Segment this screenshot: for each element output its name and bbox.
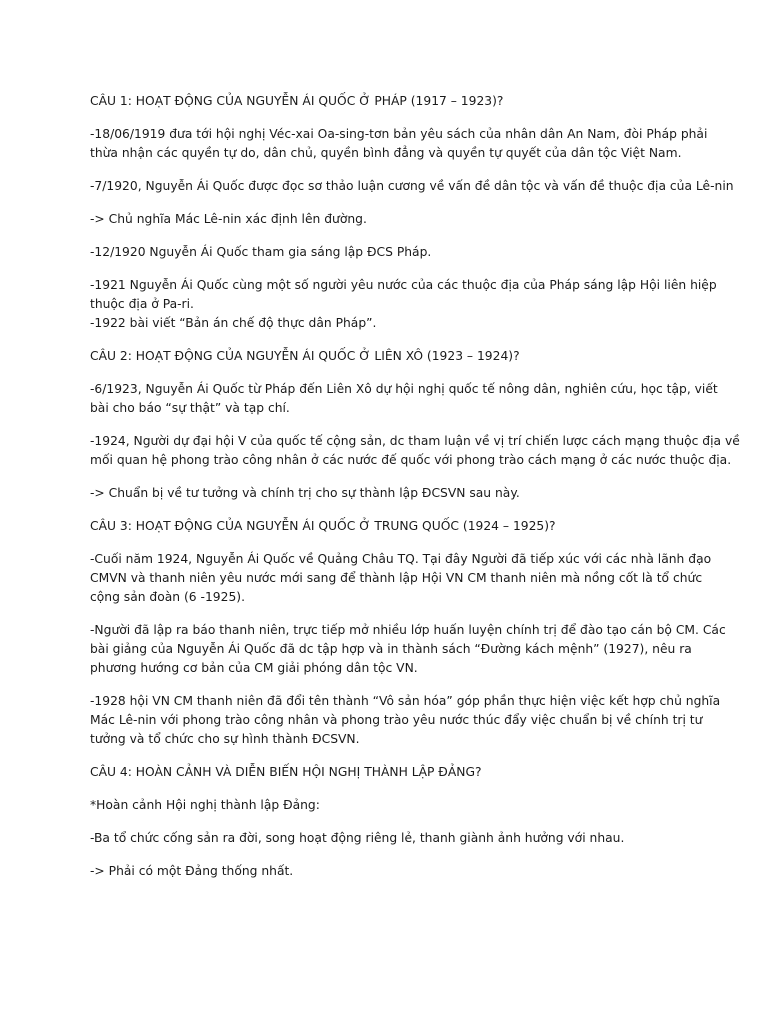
text-line: thừa nhận các quyền tự do, dân chủ, quyền bình đẳng và quyền tự quyết của dân tộc Việt Nam. — [90, 146, 682, 160]
text-line: tưởng và tổ chức cho sự hình thành ĐCSVN. — [90, 732, 360, 746]
text-line: thuộc địa ở Pa-ri. — [90, 297, 194, 311]
text-line: CÂU 2: HOẠT ĐỘNG CỦA NGUYỄN ÁI QUỐC Ở LIÊN XÔ (1923 – 1924)? — [90, 349, 520, 363]
body-paragraph — [90, 276, 717, 314]
text-line: -12/1920 Nguyễn Ái Quốc tham gia sáng lập ĐCS Pháp. — [90, 245, 432, 259]
document-page — [90, 92, 740, 895]
body-paragraph — [90, 862, 700, 881]
text-line: CMVN và thanh niên yêu nước mới sang để thành lập Hội VN CM thanh niên mà nồng cốt là tổ chức — [90, 571, 703, 585]
body-paragraph — [90, 621, 726, 678]
text-line: mối quan hệ phong trào công nhân ở các nước đế quốc với phong trào cách mạng ở các nước thuộc địa. — [90, 453, 732, 467]
text-line: -1921 Nguyễn Ái Quốc cùng một số người yêu nước của các thuộc địa của Pháp sáng lập Hội liên hiệp — [90, 278, 717, 292]
text-line: *Hoàn cảnh Hội nghị thành lập Đảng: — [90, 798, 320, 812]
body-paragraph — [90, 177, 734, 196]
section-heading — [90, 347, 700, 366]
text-line: -Ba tổ chức cống sản ra đời, song hoạt động riêng lẻ, thanh giành ảnh hưởng với nhau. — [90, 831, 625, 845]
body-paragraph — [90, 829, 700, 848]
text-line: CÂU 4: HOÀN CẢNH VÀ DIỄN BIẾN HỘI NGHỊ THÀNH LẬP ĐẢNG? — [90, 765, 482, 779]
body-paragraph — [90, 210, 700, 229]
text-line: CÂU 3: HOẠT ĐỘNG CỦA NGUYỄN ÁI QUỐC Ở TRUNG QUỐC (1924 – 1925)? — [90, 519, 556, 533]
body-paragraph — [90, 484, 700, 503]
text-line: -> Phải có một Đảng thống nhất. — [90, 864, 294, 878]
text-line: -Cuối năm 1924, Nguyễn Ái Quốc về Quảng Châu TQ. Tại đây Người đã tiếp xúc với các nhà lãnh đạo — [90, 552, 712, 566]
text-line: -6/1923, Nguyễn Ái Quốc từ Pháp đến Liên Xô dự hội nghị quốc tế nông dân, nghiên cứu, học tập, viết — [90, 382, 718, 396]
text-line: bài cho báo “sự thật” và tạp chí. — [90, 401, 290, 415]
section-heading — [90, 92, 700, 111]
text-line: cộng sản đoàn (6 -1925). — [90, 590, 245, 604]
section-heading — [90, 517, 700, 536]
text-line: -> Chủ nghĩa Mác Lê-nin xác định lên đường. — [90, 212, 367, 226]
text-line: -Người đã lập ra báo thanh niên, trực tiếp mở nhiều lớp huấn luyện chính trị để đào tạo cán bộ CM. Các — [90, 623, 726, 637]
body-paragraph — [90, 796, 700, 815]
text-line: -1924, Người dự đại hội V của quốc tế cộng sản, dc tham luận về vị trí chiến lược cách mạng thuộc địa về — [90, 434, 740, 448]
text-line: phương hướng cơ bản của CM giải phóng dân tộc VN. — [90, 661, 418, 675]
text-line: Mác Lê-nin với phong trào công nhân và phong trào yêu nước thúc đẩy việc chuẩn bị về chính trị tư — [90, 713, 703, 727]
body-paragraph — [90, 550, 712, 607]
body-paragraph — [90, 314, 700, 333]
text-line: -> Chuẩn bị về tư tưởng và chính trị cho sự thành lập ĐCSVN sau này. — [90, 486, 520, 500]
text-line: bài giảng của Nguyễn Ái Quốc đã dc tập hợp và in thành sách “Đường kách mệnh” (1927), nêu ra — [90, 642, 692, 656]
body-paragraph — [90, 432, 740, 470]
text-line: CÂU 1: HOẠT ĐỘNG CỦA NGUYỄN ÁI QUỐC Ở PHÁP (1917 – 1923)? — [90, 94, 504, 108]
text-line: -1928 hội VN CM thanh niên đã đổi tên thành “Vô sản hóa” góp phần thực hiện việc kết hợp chủ nghĩa — [90, 694, 721, 708]
text-line: -7/1920, Nguyễn Ái Quốc được đọc sơ thảo luận cương về vấn đề dân tộc và vấn đề thuộc địa của Lê-nin — [90, 179, 734, 193]
body-paragraph — [90, 380, 718, 418]
body-paragraph — [90, 125, 708, 163]
body-paragraph — [90, 692, 721, 749]
text-line: -1922 bài viết “Bản án chế độ thực dân Pháp”. — [90, 316, 377, 330]
section-heading — [90, 763, 700, 782]
text-line: -18/06/1919 đưa tới hội nghị Véc-xai Oa-sing-tơn bản yêu sách của nhân dân An Nam, đòi Pháp phải — [90, 127, 708, 141]
body-paragraph — [90, 243, 700, 262]
